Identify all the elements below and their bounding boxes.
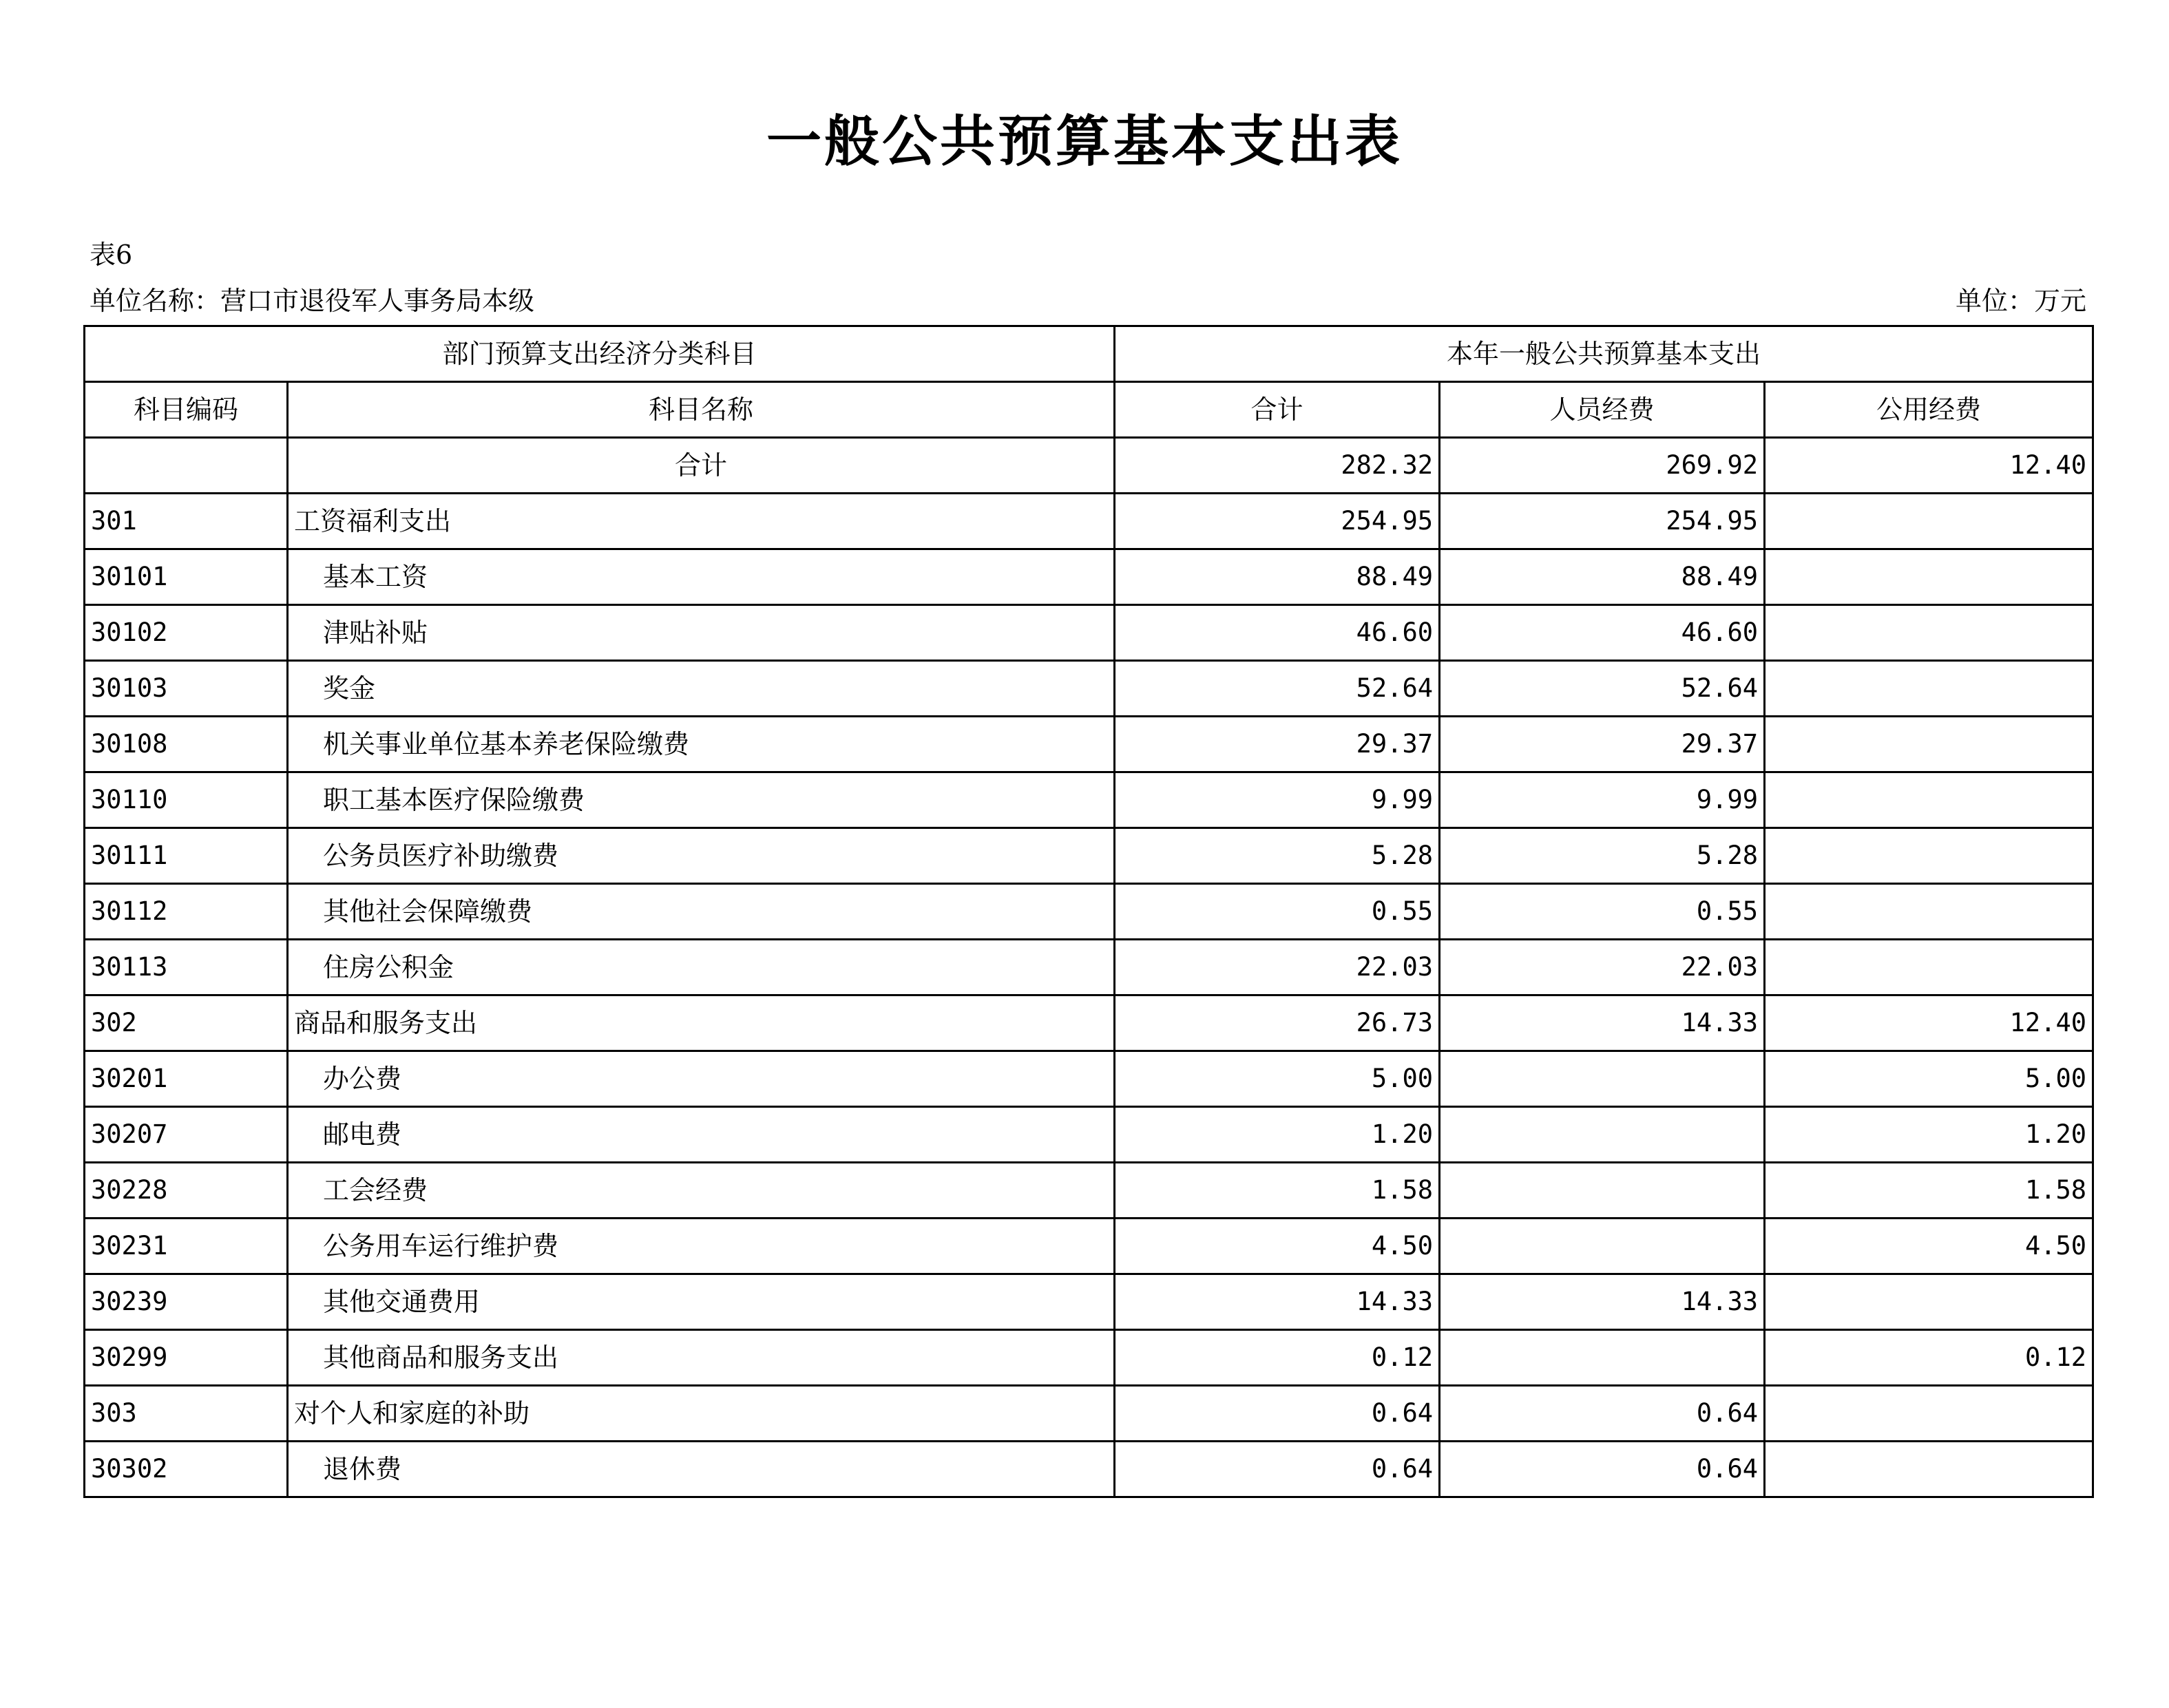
row-personnel (1440, 1219, 1765, 1274)
table-row (85, 549, 2093, 605)
row-total: 5.28 (1115, 828, 1440, 884)
row-personnel (1440, 1107, 1765, 1163)
row-public: 4.50 (1765, 1219, 2093, 1274)
row-name: 其他商品和服务支出 (288, 1330, 1115, 1386)
row-total: 9.99 (1115, 772, 1440, 828)
total-row-personnel: 269.92 (1440, 438, 1765, 494)
table-row (85, 494, 2093, 549)
row-personnel (1440, 1330, 1765, 1386)
row-personnel: 88.49 (1440, 549, 1765, 605)
row-name: 基本工资 (288, 549, 1115, 605)
table-row (85, 1442, 2093, 1497)
row-public: 5.00 (1765, 1051, 2093, 1107)
row-personnel (1440, 1051, 1765, 1107)
row-name: 对个人和家庭的补助 (288, 1386, 1115, 1442)
row-public (1765, 940, 2093, 995)
row-total: 29.37 (1115, 717, 1440, 772)
table-row (85, 940, 2093, 995)
header-name: 科目名称 (288, 382, 1115, 438)
row-total: 88.49 (1115, 549, 1440, 605)
row-code: 30201 (85, 1051, 288, 1107)
row-name: 工会经费 (288, 1163, 1115, 1219)
row-public: 12.40 (1765, 995, 2093, 1051)
table-row (85, 772, 2093, 828)
unit-measure: 单位：万元 (1955, 286, 2086, 316)
row-code: 30239 (85, 1274, 288, 1330)
row-public (1765, 1442, 2093, 1497)
row-code: 30299 (85, 1330, 288, 1386)
row-public (1765, 717, 2093, 772)
table-number: 表6 (90, 240, 133, 270)
table-row (85, 605, 2093, 661)
row-code: 302 (85, 995, 288, 1051)
table-row (85, 1274, 2093, 1330)
row-public (1765, 494, 2093, 549)
row-public: 1.58 (1765, 1163, 2093, 1219)
row-personnel: 46.60 (1440, 605, 1765, 661)
row-name: 退休费 (288, 1442, 1115, 1497)
row-total: 1.20 (1115, 1107, 1440, 1163)
table-row (85, 828, 2093, 884)
budget-table (83, 325, 2094, 1498)
row-total: 254.95 (1115, 494, 1440, 549)
row-personnel: 5.28 (1440, 828, 1765, 884)
row-total: 26.73 (1115, 995, 1440, 1051)
row-public (1765, 1274, 2093, 1330)
row-total: 4.50 (1115, 1219, 1440, 1274)
total-row-code (85, 438, 288, 494)
header-right-group: 本年一般公共预算基本支出 (1115, 326, 2093, 382)
row-code: 30111 (85, 828, 288, 884)
row-total: 0.64 (1115, 1442, 1440, 1497)
row-code: 30228 (85, 1163, 288, 1219)
row-total: 0.12 (1115, 1330, 1440, 1386)
row-name: 津贴补贴 (288, 605, 1115, 661)
row-personnel: 9.99 (1440, 772, 1765, 828)
row-personnel: 52.64 (1440, 661, 1765, 717)
row-total: 22.03 (1115, 940, 1440, 995)
row-code: 30103 (85, 661, 288, 717)
row-total: 14.33 (1115, 1274, 1440, 1330)
row-public: 1.20 (1765, 1107, 2093, 1163)
row-code: 30110 (85, 772, 288, 828)
row-name: 办公费 (288, 1051, 1115, 1107)
table-row (85, 1219, 2093, 1274)
total-row (85, 438, 2093, 494)
row-code: 303 (85, 1386, 288, 1442)
row-code: 30207 (85, 1107, 288, 1163)
row-code: 30231 (85, 1219, 288, 1274)
header-left-group: 部门预算支出经济分类科目 (85, 326, 1115, 382)
row-name: 其他社会保障缴费 (288, 884, 1115, 940)
total-row-total: 282.32 (1115, 438, 1440, 494)
header-code: 科目编码 (85, 382, 288, 438)
row-public (1765, 772, 2093, 828)
row-total: 46.60 (1115, 605, 1440, 661)
row-personnel: 14.33 (1440, 1274, 1765, 1330)
total-row-label: 合计 (288, 438, 1115, 494)
row-public (1765, 549, 2093, 605)
row-code: 30108 (85, 717, 288, 772)
row-code: 30302 (85, 1442, 288, 1497)
header-row-columns (85, 382, 2093, 438)
row-name: 奖金 (288, 661, 1115, 717)
row-public (1765, 828, 2093, 884)
table-row (85, 884, 2093, 940)
row-name: 工资福利支出 (288, 494, 1115, 549)
header-total: 合计 (1115, 382, 1440, 438)
row-public (1765, 661, 2093, 717)
row-personnel: 0.64 (1440, 1386, 1765, 1442)
header-row-group (85, 326, 2093, 382)
total-row-public: 12.40 (1765, 438, 2093, 494)
row-personnel: 254.95 (1440, 494, 1765, 549)
table-row (85, 717, 2093, 772)
row-personnel (1440, 1163, 1765, 1219)
row-personnel: 0.64 (1440, 1442, 1765, 1497)
table-row (85, 1051, 2093, 1107)
row-name: 机关事业单位基本养老保险缴费 (288, 717, 1115, 772)
header-public: 公用经费 (1765, 382, 2093, 438)
row-public (1765, 1386, 2093, 1442)
page-title: 一般公共预算基本支出表 (766, 109, 1403, 173)
row-personnel: 14.33 (1440, 995, 1765, 1051)
row-name: 公务用车运行维护费 (288, 1219, 1115, 1274)
row-total: 1.58 (1115, 1163, 1440, 1219)
row-name: 商品和服务支出 (288, 995, 1115, 1051)
row-total: 52.64 (1115, 661, 1440, 717)
table-row (85, 1330, 2093, 1386)
row-personnel: 29.37 (1440, 717, 1765, 772)
row-code: 30112 (85, 884, 288, 940)
unit-name: 单位名称：营口市退役军人事务局本级 (90, 286, 535, 316)
row-code: 30101 (85, 549, 288, 605)
table-row (85, 1163, 2093, 1219)
row-name: 住房公积金 (288, 940, 1115, 995)
table-row (85, 661, 2093, 717)
row-total: 0.64 (1115, 1386, 1440, 1442)
row-name: 职工基本医疗保险缴费 (288, 772, 1115, 828)
table-row (85, 995, 2093, 1051)
row-code: 30113 (85, 940, 288, 995)
table-row (85, 1107, 2093, 1163)
row-total: 0.55 (1115, 884, 1440, 940)
row-personnel: 0.55 (1440, 884, 1765, 940)
row-name: 公务员医疗补助缴费 (288, 828, 1115, 884)
row-name: 邮电费 (288, 1107, 1115, 1163)
row-code: 30102 (85, 605, 288, 661)
table-row (85, 1386, 2093, 1442)
row-personnel: 22.03 (1440, 940, 1765, 995)
row-code: 301 (85, 494, 288, 549)
row-public: 0.12 (1765, 1330, 2093, 1386)
row-name: 其他交通费用 (288, 1274, 1115, 1330)
header-personnel: 人员经费 (1440, 382, 1765, 438)
row-public (1765, 884, 2093, 940)
row-total: 5.00 (1115, 1051, 1440, 1107)
row-public (1765, 605, 2093, 661)
